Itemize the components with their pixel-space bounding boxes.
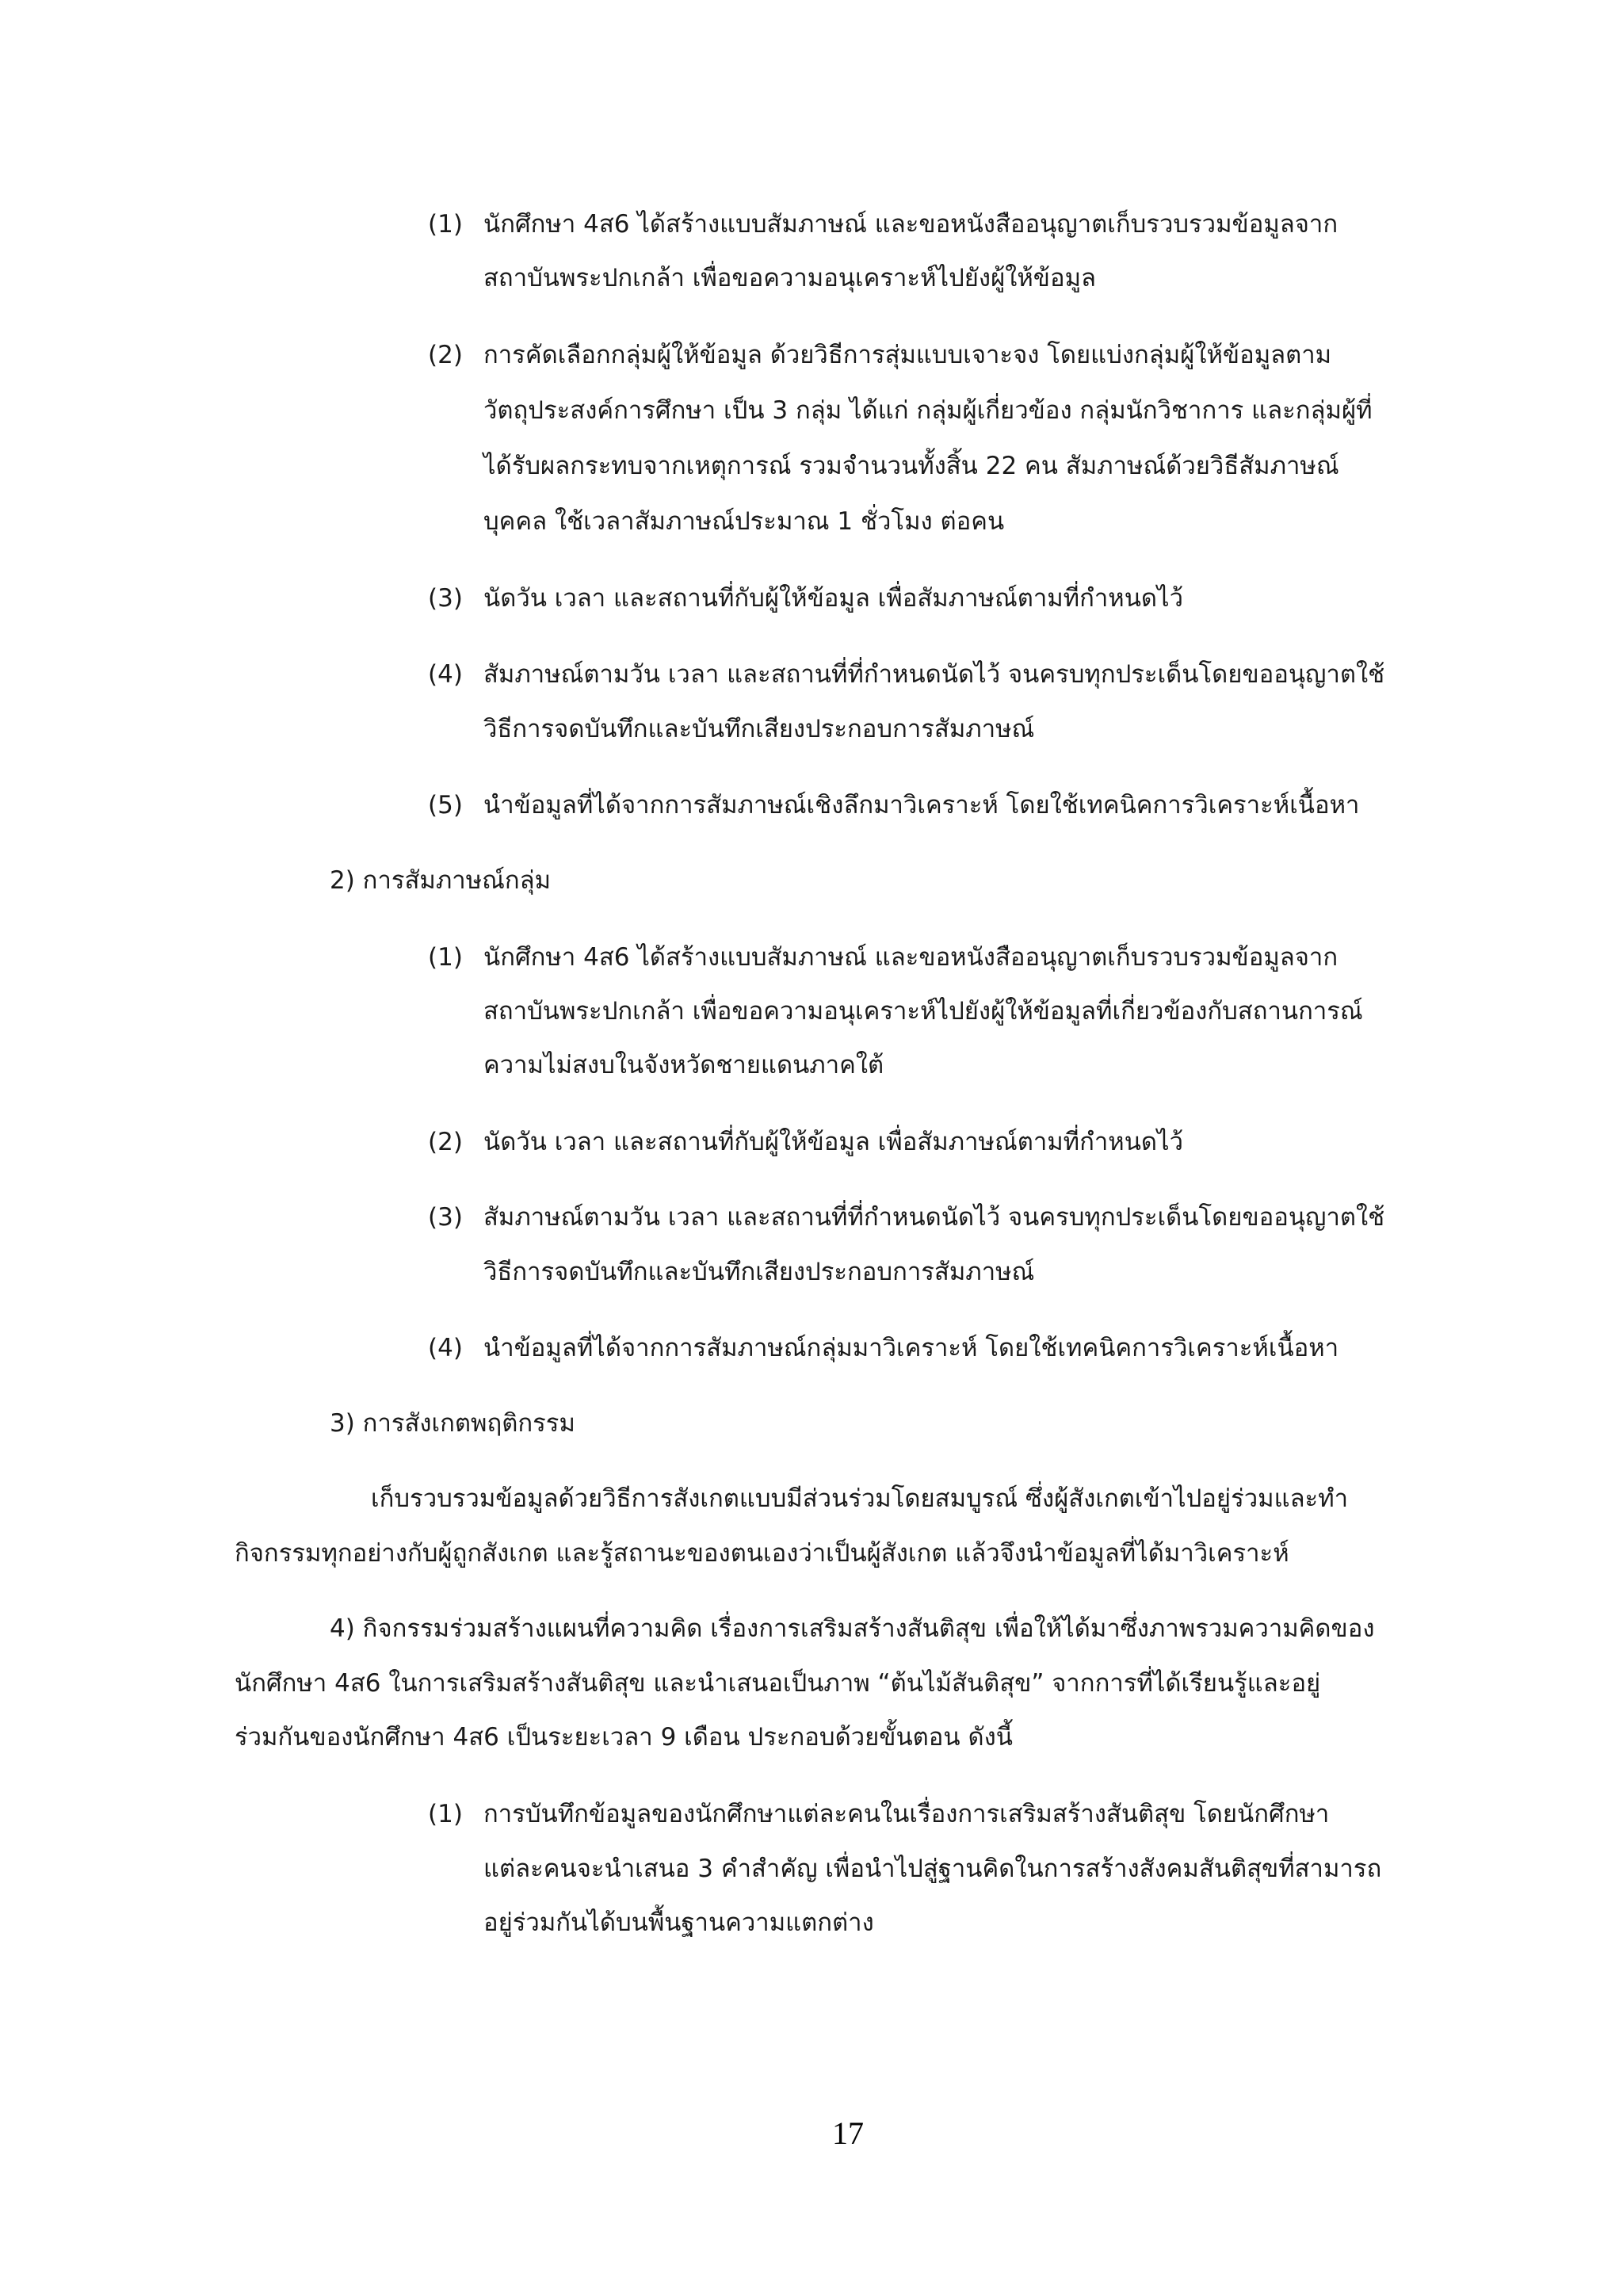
list-item-line: อยู่ร่วมกันได้บนพื้นฐานความแตกต่าง (483, 1908, 874, 1937)
list-item-number: (1) (428, 210, 463, 239)
list-item-line: ได้รับผลกระทบจากเหตุการณ์ รวมจำนวนทั้งสิ้น 22 คน สัมภาษณ์ด้วยวิธีสัมภาษณ์ (483, 452, 1339, 480)
list-item-number: (3) (428, 584, 463, 613)
section-heading-group-interview: 2) การสัมภาษณ์กลุ่ม (330, 866, 552, 895)
list-item-number: (1) (428, 943, 463, 972)
list-item-line: แต่ละคนจะนำเสนอ 3 คำสำคัญ เพื่อนำไปสู่ฐานคิดในการสร้างสังคมสันติสุขที่สามารถ (483, 1855, 1382, 1883)
list-item-line: ความไม่สงบในจังหวัดชายแดนภาคใต้ (483, 1051, 884, 1079)
list-item-number: (3) (428, 1203, 463, 1232)
paragraph-line: ร่วมกันของนักศึกษา 4ส6 เป็นระยะเวลา 9 เดือน ประกอบด้วยขั้นตอน ดังนี้ (235, 1723, 1013, 1752)
list-item-line: สัมภาษณ์ตามวัน เวลา และสถานที่ที่กำหนดนัดไว้ จนครบทุกประเด็นโดยขออนุญาตใช้ (483, 660, 1385, 689)
list-item-line: สถาบันพระปกเกล้า เพื่อขอความอนุเคราะห์ไปยังผู้ให้ข้อมูลที่เกี่ยวข้องกับสถานการณ์ (483, 997, 1363, 1026)
list-item-number: (5) (428, 791, 463, 819)
list-item-line: นัดวัน เวลา และสถานที่กับผู้ให้ข้อมูล เพื่อสัมภาษณ์ตามที่กำหนดไว้ (483, 1128, 1184, 1156)
list-item-line: การคัดเลือกกลุ่มผู้ให้ข้อมูล ด้วยวิธีการสุ่มแบบเจาะจง โดยแบ่งกลุ่มผู้ให้ข้อมูลตาม (483, 341, 1332, 369)
list-item-line: สัมภาษณ์ตามวัน เวลา และสถานที่ที่กำหนดนัดไว้ จนครบทุกประเด็นโดยขออนุญาตใช้ (483, 1203, 1385, 1232)
list-item-line: นำข้อมูลที่ได้จากการสัมภาษณ์เชิงลึกมาวิเคราะห์ โดยใช้เทคนิคการวิเคราะห์เนื้อหา (483, 791, 1360, 819)
list-item-line: นักศึกษา 4ส6 ได้สร้างแบบสัมภาษณ์ และขอหนังสืออนุญาตเก็บรวบรวมข้อมูลจาก (483, 210, 1338, 239)
section-heading-observation: 3) การสังเกตพฤติกรรม (330, 1409, 575, 1438)
list-item-number: (4) (428, 1334, 463, 1362)
list-item-line: นำข้อมูลที่ได้จากการสัมภาษณ์กลุ่มมาวิเคราะห์ โดยใช้เทคนิคการวิเคราะห์เนื้อหา (483, 1334, 1339, 1362)
list-item-line: วัตถุประสงค์การศึกษา เป็น 3 กลุ่ม ได้แก่ กลุ่มผู้เกี่ยวข้อง กลุ่มนักวิชาการ และกลุ่มผู้ที่ (483, 396, 1373, 425)
list-item-number: (1) (428, 1800, 463, 1828)
paragraph-line: นักศึกษา 4ส6 ในการเสริมสร้างสันติสุข และนำเสนอเป็นภาพ “ต้นไม้สันติสุข” จากการที่ได้เรียนรู้และอยู่ (235, 1669, 1321, 1698)
paragraph-line: เก็บรวบรวมข้อมูลด้วยวิธีการสังเกตแบบมีส่วนร่วมโดยสมบูรณ์ ซึ่งผู้สังเกตเข้าไปอยู่ร่วมและทำ (371, 1484, 1349, 1513)
list-item-line: วิธีการจดบันทึกและบันทึกเสียงประกอบการสัมภาษณ์ (483, 1258, 1035, 1286)
list-item-number: (2) (428, 341, 463, 369)
page-number: 17 (832, 2115, 864, 2151)
list-item-line: นักศึกษา 4ส6 ได้สร้างแบบสัมภาษณ์ และขอหนังสืออนุญาตเก็บรวบรวมข้อมูลจาก (483, 943, 1338, 972)
paragraph-line: 4) กิจกรรมร่วมสร้างแผนที่ความคิด เรื่องการเสริมสร้างสันติสุข เพื่อให้ได้มาซึ่งภาพรวมความคิดของ (330, 1614, 1375, 1643)
list-item-number: (4) (428, 660, 463, 689)
list-item-line: สถาบันพระปกเกล้า เพื่อขอความอนุเคราะห์ไปยังผู้ให้ข้อมูล (483, 264, 1097, 292)
list-item-line: การบันทึกข้อมูลของนักศึกษาแต่ละคนในเรื่องการเสริมสร้างสันติสุข โดยนักศึกษา (483, 1800, 1330, 1828)
list-item-line: นัดวัน เวลา และสถานที่กับผู้ให้ข้อมูล เพื่อสัมภาษณ์ตามที่กำหนดไว้ (483, 584, 1184, 613)
list-item-line: วิธีการจดบันทึกและบันทึกเสียงประกอบการสัมภาษณ์ (483, 715, 1035, 743)
list-item-number: (2) (428, 1128, 463, 1156)
paragraph-line: กิจกรรมทุกอย่างกับผู้ถูกสังเกต และรู้สถานะของตนเองว่าเป็นผู้สังเกต แล้วจึงนำข้อมูลที่ได้มาวิเคราะห์ (235, 1539, 1289, 1568)
list-item-line: บุคคล ใช้เวลาสัมภาษณ์ประมาณ 1 ชั่วโมง ต่อคน (483, 507, 1005, 536)
